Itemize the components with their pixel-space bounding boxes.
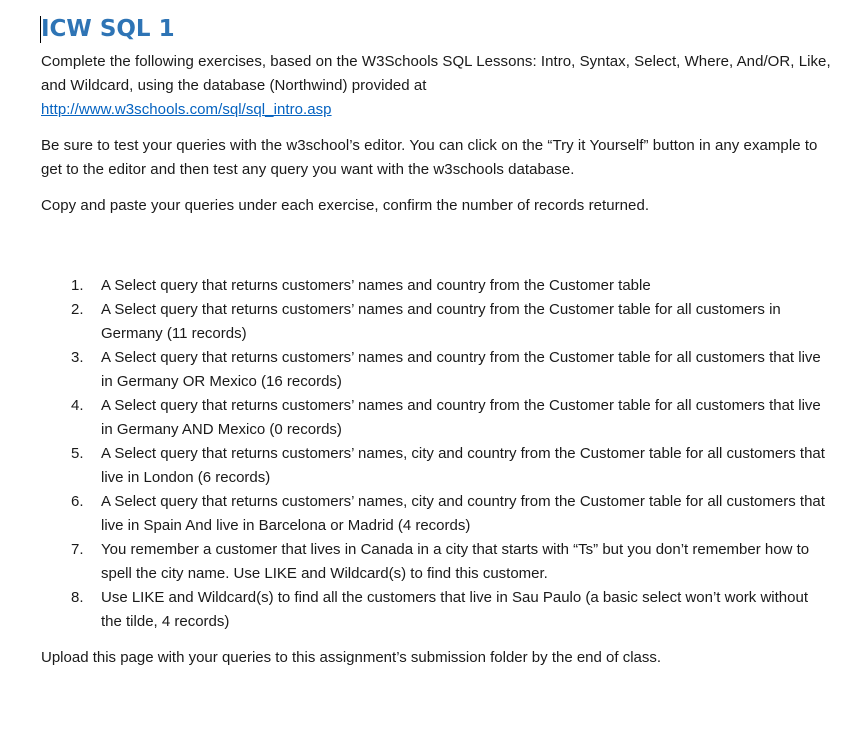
exercise-text: A Select query that returns customers’ names and country from the Customer table xyxy=(101,277,651,294)
exercise-number: 8. xyxy=(71,589,84,606)
exercise-number: 4. xyxy=(71,397,84,414)
exercise-item xyxy=(41,490,831,538)
exercise-number: 5. xyxy=(71,445,84,462)
test-instructions: Be sure to test your queries with the w3school’s editor. You can click on the “Try it Yourself” button in any example to get to the editor and then test any query you want with the w3schools database. xyxy=(41,137,818,178)
exercise-text: You remember a customer that lives in Canada in a city that starts with “Ts” but you don’t remember how to spell the city name. Use LIKE and Wildcard(s) to find this customer. xyxy=(101,541,810,582)
closing-instructions: Upload this page with your queries to this assignment’s submission folder by the end of class. xyxy=(41,649,662,666)
exercise-item xyxy=(41,586,831,634)
exercise-text: A Select query that returns customers’ names and country from the Customer table for all customers that live in Germany OR Mexico (16 records) xyxy=(101,349,821,390)
exercise-number: 2. xyxy=(71,301,84,318)
intro-text: Complete the following exercises, based on the W3Schools SQL Lessons: Intro, Syntax, Select, Where, And/OR, Like, and Wildcard, using the database (Northwind) provided at xyxy=(41,53,831,94)
exercise-text: A Select query that returns customers’ names and country from the Customer table for all customers in Germany (11 records) xyxy=(101,301,781,342)
exercise-number: 7. xyxy=(71,541,84,558)
exercise-item xyxy=(41,538,831,586)
exercise-item xyxy=(41,274,831,298)
document-page xyxy=(41,14,831,685)
exercise-number: 1. xyxy=(71,277,84,294)
exercise-number: 6. xyxy=(71,493,84,510)
exercise-item xyxy=(41,346,831,394)
text-cursor xyxy=(40,16,41,43)
document-title[interactable] xyxy=(41,14,831,44)
exercise-item xyxy=(41,298,831,346)
exercise-item xyxy=(41,442,831,490)
exercise-item xyxy=(41,394,831,442)
intro-paragraph xyxy=(41,50,831,122)
exercise-text: Use LIKE and Wildcard(s) to find all the customers that live in Sau Paulo (a basic select won’t work without the tilde, 4 records) xyxy=(101,589,808,630)
exercise-text: A Select query that returns customers’ names, city and country from the Customer table for all customers that live in Spain And live in Barcelona or Madrid (4 records) xyxy=(101,493,825,534)
exercise-text: A Select query that returns customers’ names, city and country from the Customer table for all customers that live in London (6 records) xyxy=(101,445,825,486)
document-title-text: ICW SQL 1 xyxy=(41,16,175,42)
exercise-list xyxy=(41,274,831,634)
exercise-text: A Select query that returns customers’ names and country from the Customer table for all customers that live in Germany AND Mexico (0 records) xyxy=(101,397,821,438)
copy-instructions: Copy and paste your queries under each exercise, confirm the number of records returned. xyxy=(41,197,650,214)
exercise-number: 3. xyxy=(71,349,84,366)
w3schools-link[interactable]: http://www.w3schools.com/sql/sql_intro.asp xyxy=(41,101,332,118)
blank-space xyxy=(41,230,831,274)
